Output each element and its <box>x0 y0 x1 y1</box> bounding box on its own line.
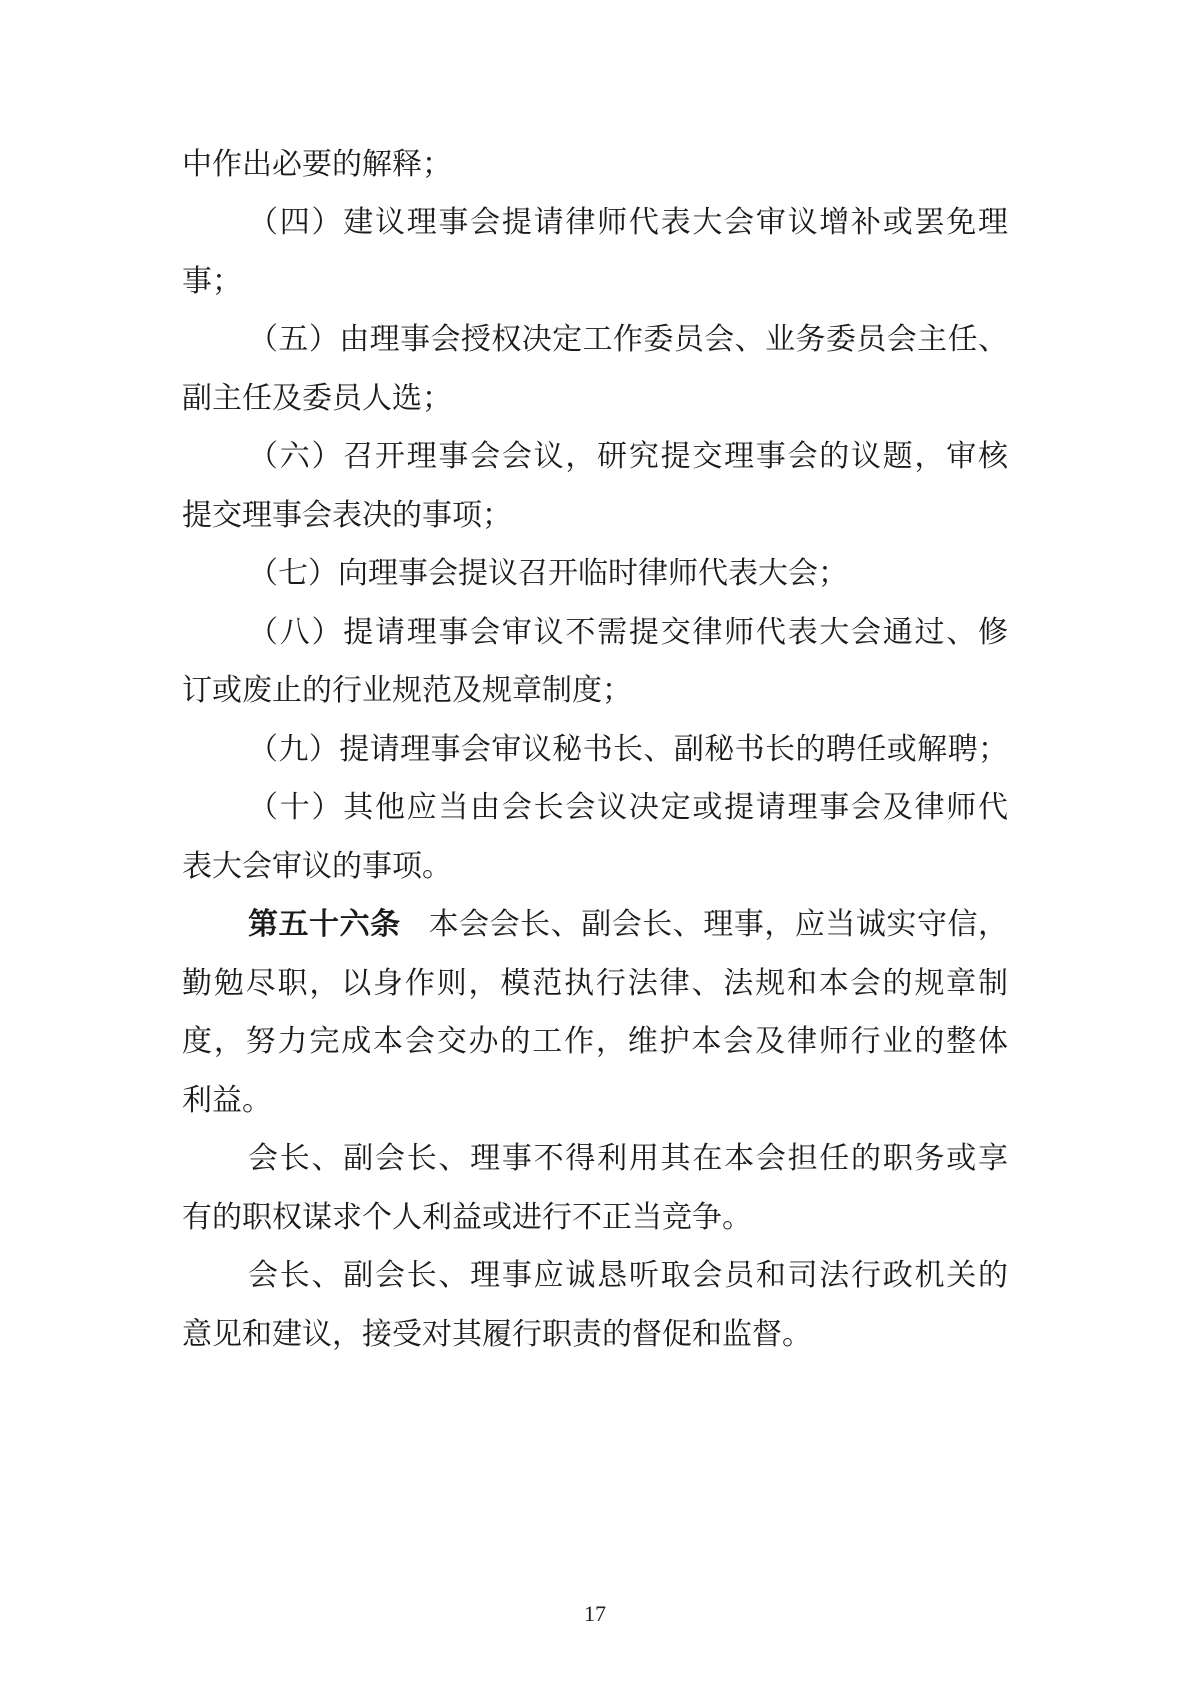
text-line-item-8: （八）提请理事会审议不需提交律师代表大会通过、修 <box>248 615 1008 650</box>
text-line: 提交理事会表决的事项； <box>182 498 512 533</box>
text-line-item-4: （四）建议理事会提请律师代表大会审议增补或罢免理 <box>248 205 1008 240</box>
article-text: 本会会长、副会长、理事，应当诚实守信， <box>428 907 1009 942</box>
text-line: 表大会审议的事项。 <box>182 849 452 884</box>
text-line-item-9: （九）提请理事会审议秘书长、副秘书长的聘任或解聘； <box>248 732 1008 767</box>
text-line: 意见和建议，接受对其履行职责的督促和监督。 <box>182 1317 812 1352</box>
text-line-item-7: （七）向理事会提议召开临时律师代表大会； <box>248 556 848 591</box>
text-line: 度，努力完成本会交办的工作，维护本会及律师行业的整体 <box>182 1024 1008 1059</box>
page-number: 17 <box>584 1601 606 1626</box>
text-line-item-10: （十）其他应当由会长会议决定或提请理事会及律师代 <box>248 790 1008 825</box>
text-line: 副主任及委员人选； <box>182 381 452 416</box>
text-line: 会长、副会长、理事应诚恳听取会员和司法行政机关的 <box>248 1258 1008 1293</box>
text-line: 事； <box>182 264 242 299</box>
text-line-item-5: （五）由理事会授权决定工作委员会、业务委员会主任、 <box>248 322 1008 357</box>
text-line: 有的职权谋求个人利益或进行不正当竞争。 <box>182 1200 752 1235</box>
text-line: 勤勉尽职，以身作则，模范执行法律、法规和本会的规章制 <box>182 966 1008 1001</box>
text-line-item-6: （六）召开理事会会议，研究提交理事会的议题，审核 <box>248 439 1008 474</box>
article-56-first-line <box>248 905 1008 945</box>
text-line: 订或废止的行业规范及规章制度； <box>182 673 632 708</box>
text-line: 利益。 <box>182 1083 272 1118</box>
text-line: 会长、副会长、理事不得利用其在本会担任的职务或享 <box>248 1141 1008 1176</box>
article-heading: 第五十六条 <box>248 907 401 942</box>
text-line: 中作出必要的解释； <box>182 147 452 182</box>
